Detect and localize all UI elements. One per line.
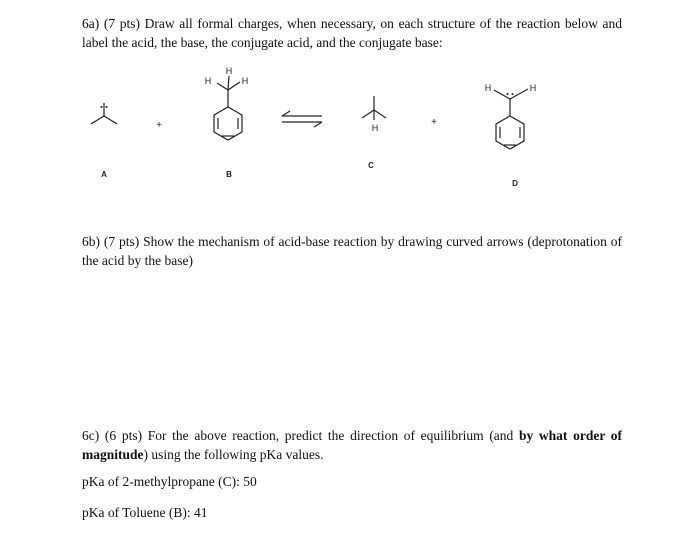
h-label-b-top: H <box>225 66 233 76</box>
plus-sign-1: + <box>156 120 162 131</box>
label-d: D <box>512 179 518 188</box>
label-b: B <box>226 170 232 179</box>
lone-pair-dot-a1 <box>101 106 103 108</box>
lone-pair-dot-d1 <box>507 93 509 95</box>
h-label-b-right: H <box>241 76 249 86</box>
reaction-scheme <box>0 55 700 195</box>
question-6a: 6a) (7 pts) Draw all formal charges, when necessary, on each structure of the reaction below and label the acid, the base, the conjugate acid, and the conjugate base: <box>82 16 622 50</box>
question-6c-text-2: ) using the following pKa values. <box>143 447 324 462</box>
question-6c-text-1: 6c) (6 pts) For the above reaction, predict the direction of equilibrium (and <box>82 428 519 443</box>
plus-sign-2: + <box>431 117 437 128</box>
equilibrium-arrow <box>282 111 322 127</box>
label-c: C <box>368 161 374 170</box>
h-label-d-right: H <box>529 83 537 93</box>
pka-methylpropane: pKa of 2-methylpropane (C): 50 <box>82 474 257 489</box>
pka-toluene: pKa of Toluene (B): 41 <box>82 505 208 520</box>
question-6b: 6b) (7 pts) Show the mechanism of acid-base reaction by drawing curved arrows (deprotonation of the acid by the base) <box>82 234 622 268</box>
lone-pair-dot-d2 <box>512 93 514 95</box>
h-label-c: H <box>371 123 379 133</box>
structure-c <box>362 96 386 120</box>
lone-pair-dot-a2 <box>106 106 108 108</box>
h-label-b-left: H <box>204 76 212 86</box>
structure-b <box>214 76 242 140</box>
structure-a <box>91 103 117 124</box>
label-a: A <box>101 170 107 179</box>
question-6c <box>82 426 622 464</box>
structure-d <box>494 89 528 149</box>
h-label-d-left: H <box>484 83 492 93</box>
question-6c-bold: by what order of magnitude <box>82 428 622 462</box>
